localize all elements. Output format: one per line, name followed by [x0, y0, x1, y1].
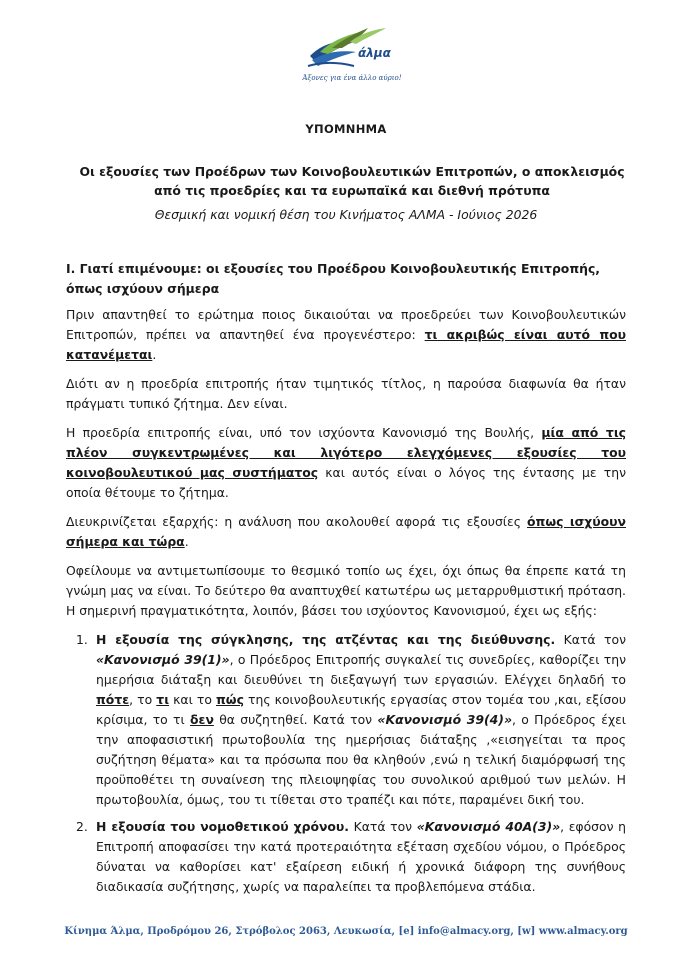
list-item-title: Η εξουσία του νομοθετικού χρόνου. — [96, 819, 349, 834]
list-item-number: 2. — [76, 819, 88, 834]
title-line-2: από τις προεδρίες και τα ευρωπαϊκά και διεθνή πρότυπα — [154, 183, 550, 198]
document-body — [66, 259, 626, 904]
list-item-text: , ο Πρόεδρος Επιτροπής συγκαλεί τις συνεδρίες, καθορίζει την ημερήσια διάταξη και διευθύνει τη διεξαγωγή των εργασιών. Ελέγχει δηλαδή το — [96, 652, 626, 687]
list-item-text: Κατά τον — [555, 632, 626, 647]
paragraph-3 — [66, 423, 626, 503]
emphasis-word: δεν — [190, 712, 214, 727]
emphasis-word: πώς — [216, 692, 244, 707]
paragraph-2: Διότι αν η προεδρία επιτροπής ήταν τιμητικός τίτλος, η παρούσα διαφωνία θα ήταν πράγματι τυπικό ζήτημα. Δεν είναι. — [66, 376, 626, 411]
paragraph-1-end: . — [152, 347, 157, 362]
list-item — [66, 630, 626, 810]
list-item-text: της κοινοβουλευτικής εργασίας στον τομέα του ,και, εξίσου κρίσιμα, το τι — [96, 692, 627, 727]
list-item-text: και το — [169, 692, 216, 707]
list-item-text: , εφόσον η Επιτροπή αποφασίσει την κατά προτεραιότητα εξέταση σχεδίου νόμου, ο Πρόεδρος δύναται να καθορίσει κατ' εξαίρεση ειδική ή χρονικά διάφορη της συνήθους διαδικασία συζήτησης, χωρίς να παραλείπει τα προβλεπόμενα στάδια. — [96, 819, 626, 894]
paragraph-3-text: Η προεδρία επιτροπής είναι, υπό τον ισχύοντα Κανονισμό της Βουλής, — [66, 425, 542, 440]
paragraph-1-highlight: τι ακριβώς είναι αυτό που κατανέμεται — [66, 327, 626, 362]
regulation-ref: «Κανονισμό 40Α(3)» — [416, 819, 561, 834]
paragraph-5: Οφείλουμε να αντιμετωπίσουμε το θεσμικό τοπίο ως έχει, όχι όπως θα έπρεπε κατά τη γνώμη μας να είναι. Το δεύτερο θα αναπτυχθεί κατωτέρω ως μεταρρυθμιστική πρόταση. Η σημερινή πραγματικότητα, λοιπόν, βάσει του ισχύοντος Κανονισμού, έχει ως εξής: — [66, 563, 626, 618]
list-item-text: , ο Πρόεδρος έχει την αποφασιστική πρωτοβουλία της ημερήσιας διάταξης ,«εισηγείται τα προς συζήτηση θέματα» και τα πρόσωπα που θα κληθούν ,ενώ η τελική διαμόρφωσή της προϋποθέτει τη συναίνεση της πλειοψηφίας του συνολικού αριθμού των μελών. Η πρωτοβουλία, όμως, του τι τίθεται στο τραπέζι και πότε, παραμένει δική του. — [96, 712, 626, 807]
powers-list — [66, 630, 626, 897]
list-item-text: , το — [129, 692, 157, 707]
emphasis-word: τι — [156, 692, 170, 707]
paragraph-4-text: Διευκρινίζεται εξαρχής: η ανάλυση που ακολουθεί αφορά τις εξουσίες — [66, 514, 527, 529]
list-item-text: Κατά τον — [348, 819, 417, 834]
paragraph-1 — [66, 305, 626, 365]
section-heading: I. Γιατί επιμένουμε: οι εξουσίες του Προέδρου Κοινοβουλευτικής Επιτροπής, όπως ισχύουν σήμερα — [66, 261, 600, 296]
paragraph-3-end: και αυτός είναι ο λόγος της έντασης με την οποία θέτουμε το ζήτημα. — [66, 465, 626, 500]
document-title — [72, 162, 632, 200]
document-subtitle: Θεσμική και νομική θέση του Κινήματος ΑΛΜΑ - Ιούνιος 2026 — [154, 207, 538, 222]
logo-brand-text: άλμα — [358, 46, 391, 60]
logo-tagline: Άξονες για ένα άλλο αύριο! — [302, 74, 402, 82]
title-line-1: Οι εξουσίες των Προέδρων των Κοινοβουλευτικών Επιτροπών, ο αποκλεισμός — [79, 164, 625, 179]
paragraph-1-text: Πριν απαντηθεί το ερώτημα ποιος δικαιούται να προεδρεύει των Κοινοβουλευτικών Επιτροπών, πρέπει να απαντηθεί ένα προγενέστερο: — [66, 307, 626, 342]
paragraph-4-highlight: όπως ισχύουν σήμερα και τώρα — [66, 514, 626, 549]
memo-label: ΥΠΟΜΝΗΜΑ — [305, 122, 387, 136]
regulation-ref: «Κανονισμό 39(1)» — [96, 652, 230, 667]
regulation-ref: «Κανονισμό 39(4)» — [377, 712, 513, 727]
alma-logo — [302, 22, 402, 90]
emphasis-word: πότε — [96, 692, 130, 707]
list-item-text: θα συζητηθεί. Κατά τον — [213, 712, 378, 727]
paragraph-4 — [66, 512, 626, 552]
list-item-title: Η εξουσία της σύγκλησης, της ατζέντας και της διεύθυνσης. — [96, 632, 556, 647]
list-item — [66, 817, 626, 897]
page-footer: Κίνημα Άλμα, Προδρόμου 26, Στρόβολος 2063, Λευκωσία, [e] info@almacy.org, [w] www.almacy.org — [64, 926, 628, 937]
paragraph-3-highlight: μία από τις πλέον συγκεντρωμένες και λιγότερο ελεγχόμενες εξουσίες του κοινοβουλευτικού μας συστήματος — [66, 425, 626, 480]
list-item-number: 1. — [76, 632, 88, 647]
paragraph-4-end: . — [184, 534, 189, 549]
